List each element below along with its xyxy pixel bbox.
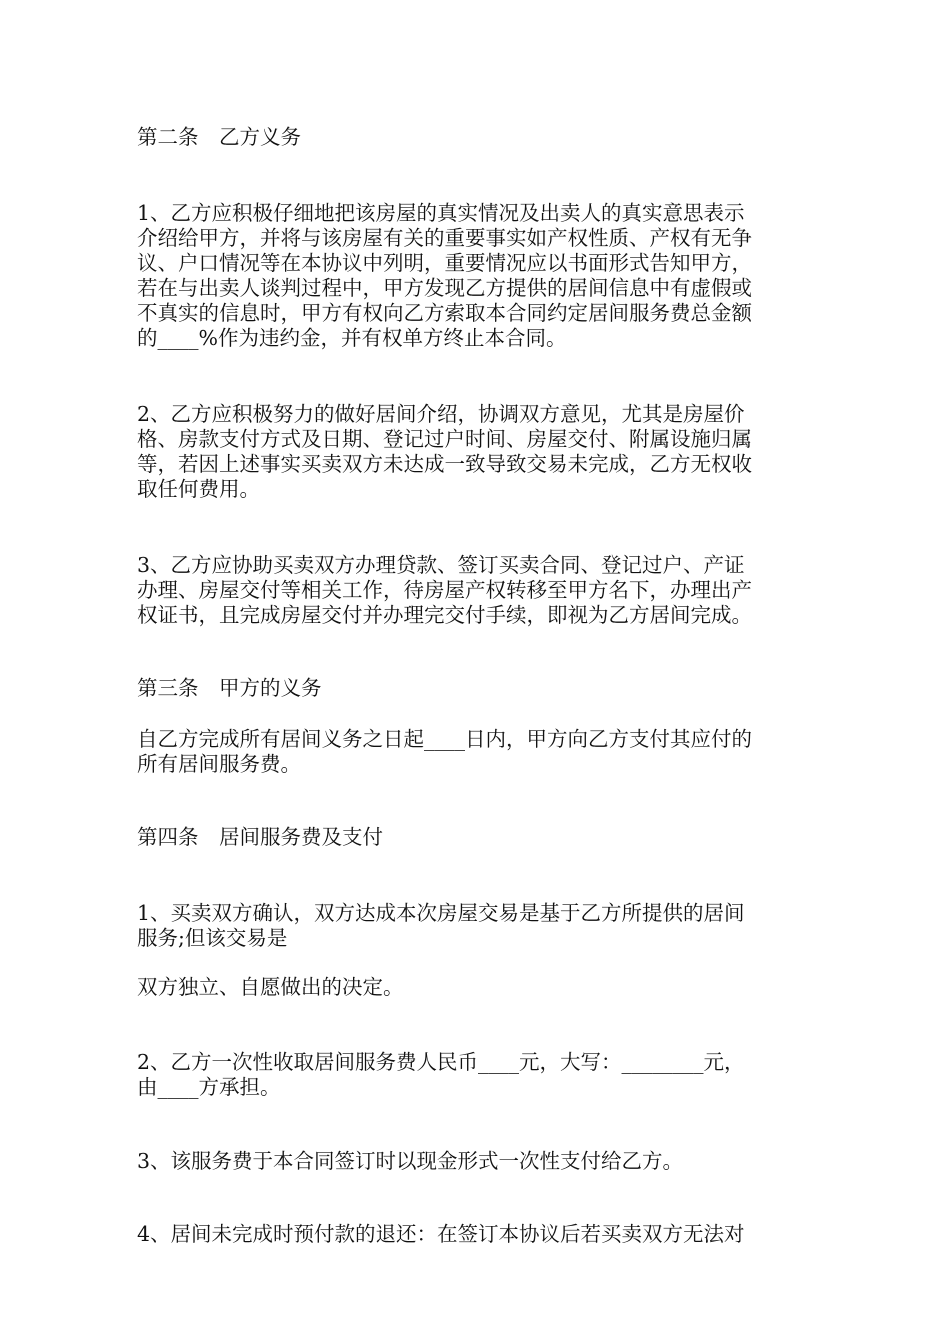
text-line: 自乙方完成所有居间义务之日起____日内，甲方向乙方支付其应付的	[137, 727, 752, 751]
text-line: 议、户口情况等在本协议中列明，重要情况应以书面形式告知甲方，	[137, 251, 752, 275]
text-line: 3、该服务费于本合同签订时以现金形式一次性支付给乙方。	[137, 1149, 684, 1173]
article-3-heading: 第三条 甲方的义务	[137, 676, 322, 700]
text-line: 所有居间服务费。	[137, 752, 301, 776]
article-4-heading: 第四条 居间服务费及支付	[137, 825, 383, 849]
article-2-heading: 第二条 乙方义务	[137, 125, 301, 149]
text-line: 办理、房屋交付等相关工作，待房屋产权转移至甲方名下，办理出产	[137, 578, 752, 602]
text-line: 4、居间未完成时预付款的退还：在签订本协议后若买卖双方无法对	[137, 1222, 745, 1246]
text-line: 1、买卖双方确认，双方达成本次房屋交易是基于乙方所提供的居间	[137, 901, 745, 925]
text-line: 若在与出卖人谈判过程中，甲方发现乙方提供的居间信息中有虚假或	[137, 276, 752, 300]
text-line: 权证书，且完成房屋交付并办理完交付手续，即视为乙方居间完成。	[137, 603, 752, 627]
text-line: 双方独立、自愿做出的决定。	[137, 975, 404, 999]
text-line: 不真实的信息时，甲方有权向乙方索取本合同约定居间服务费总金额	[137, 301, 752, 325]
text-line: 2、乙方一次性收取居间服务费人民币____元，大写：________元，	[137, 1050, 745, 1074]
text-line: 3、乙方应协助买卖双方办理贷款、签订买卖合同、登记过户、产证	[137, 553, 745, 577]
text-line: 由____方承担。	[137, 1075, 281, 1099]
text-line: 1、乙方应积极仔细地把该房屋的真实情况及出卖人的真实意思表示	[137, 201, 745, 225]
text-line: 格、房款支付方式及日期、登记过户时间、房屋交付、附属设施归属	[137, 427, 752, 451]
text-line: 服务;但该交易是	[137, 926, 288, 950]
text-line: 等，若因上述事实买卖双方未达成一致导致交易未完成，乙方无权收	[137, 452, 752, 476]
text-line: 2、乙方应积极努力的做好居间介绍，协调双方意见，尤其是房屋价	[137, 402, 745, 426]
text-line: 介绍给甲方，并将与该房屋有关的重要事实如产权性质、产权有无争	[137, 226, 752, 250]
text-line: 取任何费用。	[137, 477, 260, 501]
text-line: 的____%作为违约金，并有权单方终止本合同。	[137, 326, 567, 350]
